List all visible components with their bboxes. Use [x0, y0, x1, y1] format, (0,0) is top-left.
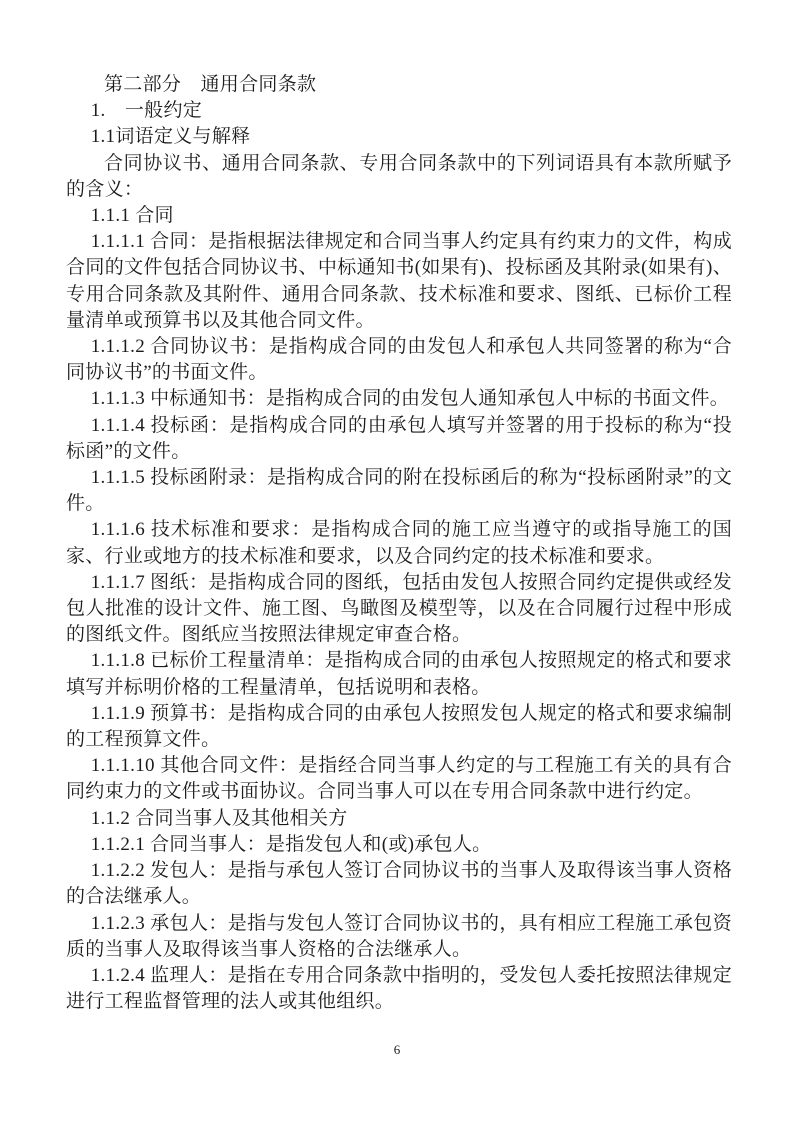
page-number: 6: [393, 1042, 401, 1057]
paragraph-1-1-2-3: 1.1.2.3 承包人：是指与发包人签订合同协议书的，具有相应工程施工承包资质的当事人及取得该当事人资格的合法继承人。: [66, 912, 732, 960]
paragraph-general-provisions: 1. 一般约定: [90, 100, 203, 122]
paragraph-definitions-title: 1.1词语定义与解释: [90, 126, 251, 148]
paragraph-1-1-1: 1.1.1 合同: [90, 205, 174, 227]
paragraph-1-1-2: 1.1.2 合同当事人及其他相关方: [90, 807, 348, 829]
paragraph-1-1-1-3: 1.1.1.3 中标通知书：是指构成合同的由发包人通知承包人中标的书面文件。: [90, 388, 730, 410]
paragraph-1-1-2-2: 1.1.2.2 发包人：是指与承包人签订合同协议书的当事人及取得该当事人资格的合法继承人。: [66, 860, 732, 908]
paragraph-1-1-1-9: 1.1.1.9 预算书：是指构成合同的由承包人按照发包人规定的格式和要求编制的工程预算文件。: [66, 702, 732, 751]
paragraph-definitions-intro: 合同协议书、通用合同条款、专用合同条款中的下列词语具有本款所赋予的含义：: [66, 152, 732, 200]
paragraph-1-1-1-1: 1.1.1.1 合同：是指根据法律规定和合同当事人约定具有约束力的文件，构成合同的文件包括合同协议书、中标通知书(如果有)、投标函及其附录(如果有)、专用合同条款及其附件、通用合同条款、技术标准和要求、图纸、已标价工程量清单或预算书以及其他合同文件。: [66, 231, 732, 331]
paragraph-1-1-1-8: 1.1.1.8 已标价工程量清单：是指构成合同的由承包人按照规定的格式和要求填写并标明价格的工程量清单，包括说明和表格。: [66, 650, 732, 698]
paragraph-1-1-1-5: 1.1.1.5 投标函附录：是指构成合同的附在投标函后的称为“投标函附录”的文件。: [66, 467, 732, 515]
section-heading: 第二部分 通用合同条款: [104, 74, 317, 95]
paragraph-1-1-1-2: 1.1.1.2 合同协议书：是指构成合同的由发包人和承包人共同签署的称为“合同协议书”的书面文件。: [66, 336, 732, 384]
paragraph-1-1-2-1: 1.1.2.1 合同当事人：是指发包人和(或)承包人。: [90, 833, 492, 855]
document-content: [66, 72, 732, 1015]
paragraph-1-1-1-10: 1.1.1.10 其他合同文件：是指经合同当事人约定的与工程施工有关的具有合同约束力的文件或书面协议。合同当事人可以在专用合同条款中进行约定。: [66, 755, 732, 803]
paragraph-1-1-1-6: 1.1.1.6 技术标准和要求：是指构成合同的施工应当遵守的或指导施工的国家、行业或地方的技术标准和要求，以及合同约定的技术标准和要求。: [66, 519, 732, 567]
paragraph-1-1-1-4: 1.1.1.4 投标函：是指构成合同的由承包人填写并签署的用于投标的称为“投标函”的文件。: [66, 414, 732, 462]
paragraph-1-1-1-7: 1.1.1.7 图纸：是指构成合同的图纸，包括由发包人按照合同约定提供或经发包人批准的设计文件、施工图、鸟瞰图及模型等，以及在合同履行过程中形成的图纸文件。图纸应当按照法律规定审查合格。: [66, 571, 732, 646]
paragraph-1-1-2-4: 1.1.2.4 监理人：是指在专用合同条款中指明的，受发包人委托按照法律规定进行工程监督管理的法人或其他组织。: [66, 964, 732, 1013]
